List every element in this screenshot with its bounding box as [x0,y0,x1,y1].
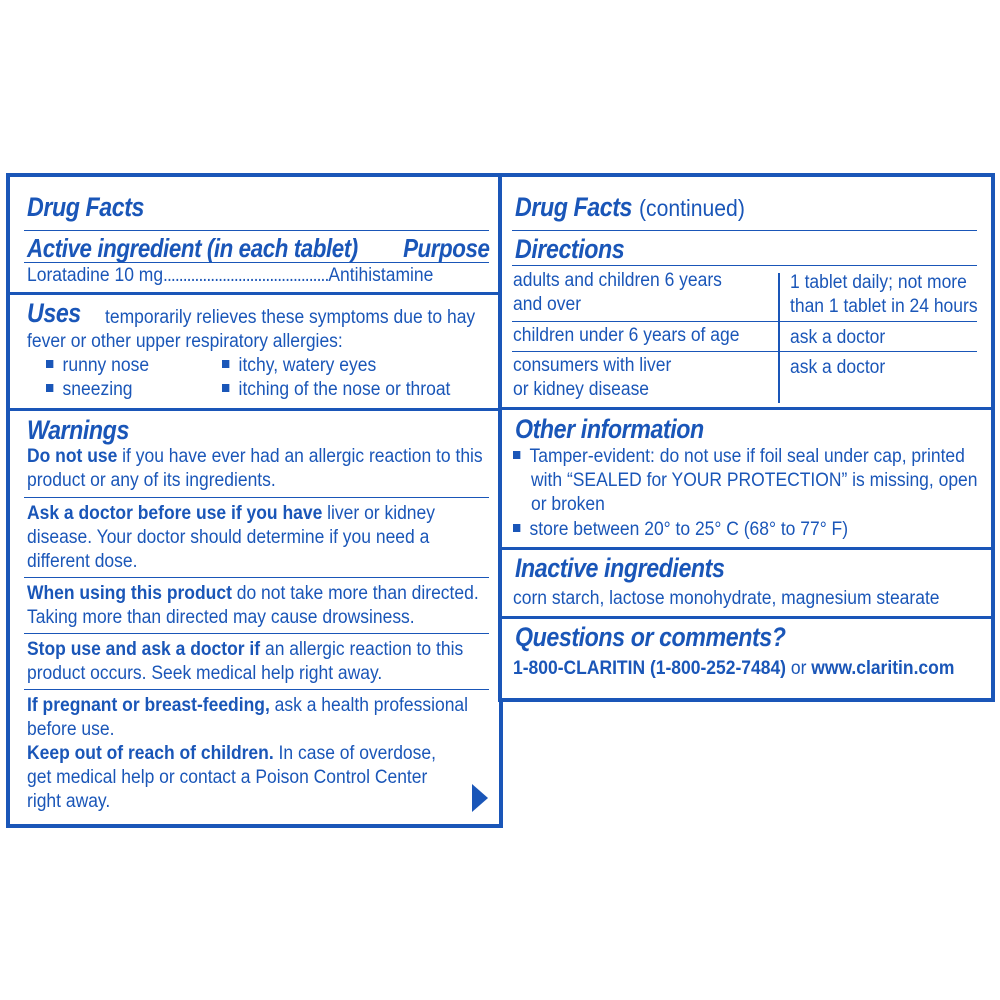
divider [24,230,489,231]
uses-item: runny nose [46,354,149,378]
bullet-icon [222,384,229,392]
contact-line: 1-800-CLARITIN (1-800-252-7484) or www.claritin.com [513,658,955,679]
directions-who: adults and children 6 years [513,270,722,291]
questions-heading: Questions or comments? [515,622,786,652]
directions-who: children under 6 years of age [513,325,740,346]
divider [512,351,977,352]
bullet-icon [46,384,53,392]
directions-who: and over [513,294,582,315]
directions-what: ask a doctor [790,327,886,348]
warnings-heading: Warnings [27,415,129,445]
warning-ask-doctor: Ask a doctor before use if you have liver or kidney [27,503,436,524]
drug-facts-left-panel [6,173,503,828]
divider [24,633,489,634]
directions-heading: Directions [515,234,625,264]
directions-what: 1 tablet daily; not more [790,272,967,293]
section-divider [10,408,499,411]
warning-keep-out: Keep out of reach of children. In case of overdose, [27,743,436,764]
directions-who: consumers with liver [513,355,672,376]
website-link[interactable]: www.claritin.com [811,658,955,679]
warning-when-using-cont: Taking more than directed may cause drowsiness. [27,607,415,628]
warning-pregnant-cont: before use. [27,719,115,740]
directions-what: than 1 tablet in 24 hours [790,296,978,317]
other-information-heading: Other information [515,414,704,444]
inactive-ingredients-text: corn starch, lactose monohydrate, magnesium stearate [513,588,940,609]
section-divider [502,547,991,550]
drug-facts-title: Drug Facts [27,192,144,222]
other-info-item: Tamper-evident: do not use if foil seal under cap, printed [513,445,965,469]
warning-pregnant: If pregnant or breast-feeding, ask a health professional [27,695,469,716]
warning-keep-out-cont: get medical help or contact a Poison Control Center [27,767,428,788]
divider [512,265,977,266]
section-divider [10,292,499,295]
active-ingredient-heading: Active ingredient (in each tablet) [27,233,358,263]
divider [24,262,489,263]
warning-ask-doctor-cont: disease. Your doctor should determine if you need a [27,527,430,548]
bullet-icon [222,360,229,368]
other-info-item-cont: or broken [531,494,605,515]
warning-ask-doctor-cont: different dose. [27,551,138,572]
bullet-icon [513,451,520,459]
divider [24,577,489,578]
play-triangle-icon [470,782,490,814]
section-divider [502,407,991,410]
warning-do-not-use: Do not use if you have ever had an allergic reaction to this [27,446,483,467]
warning-keep-out-cont: right away. [27,791,111,812]
inactive-ingredients-heading: Inactive ingredients [515,553,725,583]
warning-do-not-use-cont: product or any of its ingredients. [27,470,276,491]
drug-facts-right-panel [498,173,995,702]
uses-item: itching of the nose or throat [222,378,450,402]
bullet-icon [46,360,53,368]
uses-item: itchy, watery eyes [222,354,376,378]
directions-column-divider [778,273,780,403]
divider [512,230,977,231]
uses-text-1: temporarily relieves these symptoms due to hay [105,307,476,328]
divider [512,321,977,322]
divider [24,497,489,498]
section-divider [502,616,991,619]
other-info-item: store between 20° to 25° C (68° to 77° F) [513,518,848,542]
ingredient-line: Loratadine 10 mg..........................................Antihistamine [27,265,434,286]
directions-who: or kidney disease [513,379,650,400]
purpose-heading: Purpose [403,233,490,263]
drug-facts-continued-title: Drug Facts (continued) [515,192,746,222]
uses-item: sneezing [46,378,133,402]
phone-number: 1-800-CLARITIN (1-800-252-7484) [513,658,786,679]
directions-what: ask a doctor [790,357,886,378]
uses-text-2: fever or other upper respiratory allergies: [27,331,343,352]
other-info-item-cont: with “SEALED for YOUR PROTECTION” is missing, open [531,470,978,491]
bullet-icon [513,524,520,532]
warning-stop-use-cont: product occurs. Seek medical help right away. [27,663,383,684]
warning-when-using: When using this product do not take more than directed. [27,583,479,604]
warning-stop-use: Stop use and ask a doctor if an allergic reaction to this [27,639,464,660]
divider [24,689,489,690]
uses-heading: Uses [27,298,81,328]
